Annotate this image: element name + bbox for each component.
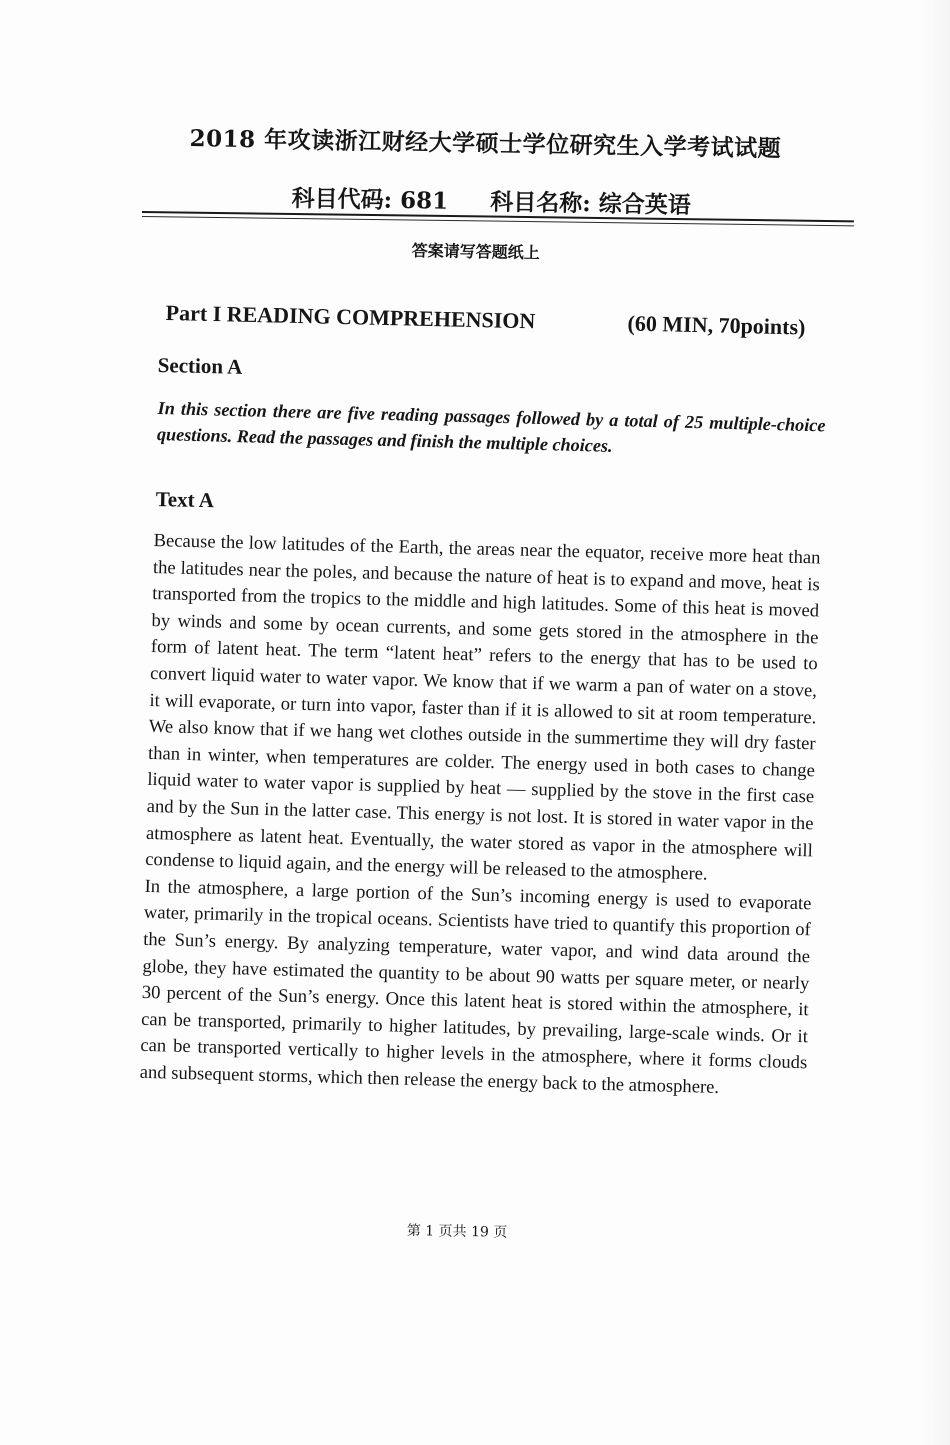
scan-edge-shading (922, 0, 950, 1445)
section-instructions: In this section there are five reading passages followed by a total of 25 multiple-choice questions. Read the passages and finish the multiple choices. (156, 397, 826, 456)
subject-name: 综合英语 (598, 190, 691, 219)
passage-paragraph: Because the low latitudes of the Earth, the areas near the equator, receive more heat than the latitudes near the poles, and because the nature of heat is to expand and move, heat is transported from the tropics to the middle and high latitudes. Some of this heat is moved by winds and some by ocean currents, and some gets stored in the atmosphere in the form of latent heat. The term “latent heat” refers to the energy that has to be used to convert liquid water to water vapor. We know that if we warm a pan of water on a stove, it will evaporate, or turn into vapor, faster than if it is allowed to sit at room temperature. We also know that if we hang wet clothes outside in the summertime they will dry faster than in winter, when temperatures are colder. The energy used in both cases to change liquid water to water vapor is supplied by heat — supplied by the stove in the first case and by the Sun in the latter case. This energy is not lost. It is stored in water vapor in the atmosphere as latent heat. Eventually, the water stored as vapor in the atmosphere will condense to liquid again, and the energy will be released to the atmosphere. (145, 529, 821, 885)
part-title: Part I READING COMPREHENSION (165, 300, 536, 334)
part-heading (165, 300, 827, 341)
text-a-passage (139, 528, 820, 1104)
text-a-title: Text A (155, 487, 215, 513)
page-number: 第 1 页共 19 页 (406, 1222, 508, 1241)
answer-note: 答案请写答题纸上 (411, 240, 540, 263)
exam-title: 2018 年攻读浙江财经大学硕士学位研究生入学考试试题 (189, 124, 782, 163)
part-time-points: (60 MIN, 70points) (627, 310, 806, 340)
passage-paragraph: In the atmosphere, a large portion of the Sun’s incoming energy is used to evaporate water, primarily in the tropical oceans. Scientists have tried to quantify this proportion of the Sun’s energy. By analyzing temperature, water vapor, and wind data around the globe, they have estimated the quantity to be about 90 watts per square meter, or nearly 30 percent of the Sun’s energy. Once this latent heat is stored within the atmosphere, it can be transported, primarily to higher latitudes, by prevailing, large-scale winds. Or it can be transported vertically to higher levels in the atmosphere, where it forms clouds and subsequent storms, which then release the energy back to the atmosphere. (139, 875, 812, 1098)
section-title: Section A (157, 353, 243, 379)
subject-code: 681 (399, 186, 449, 215)
subject-name-label: 科目名称: (489, 188, 591, 218)
subject-code-label: 科目代码: (291, 184, 393, 214)
